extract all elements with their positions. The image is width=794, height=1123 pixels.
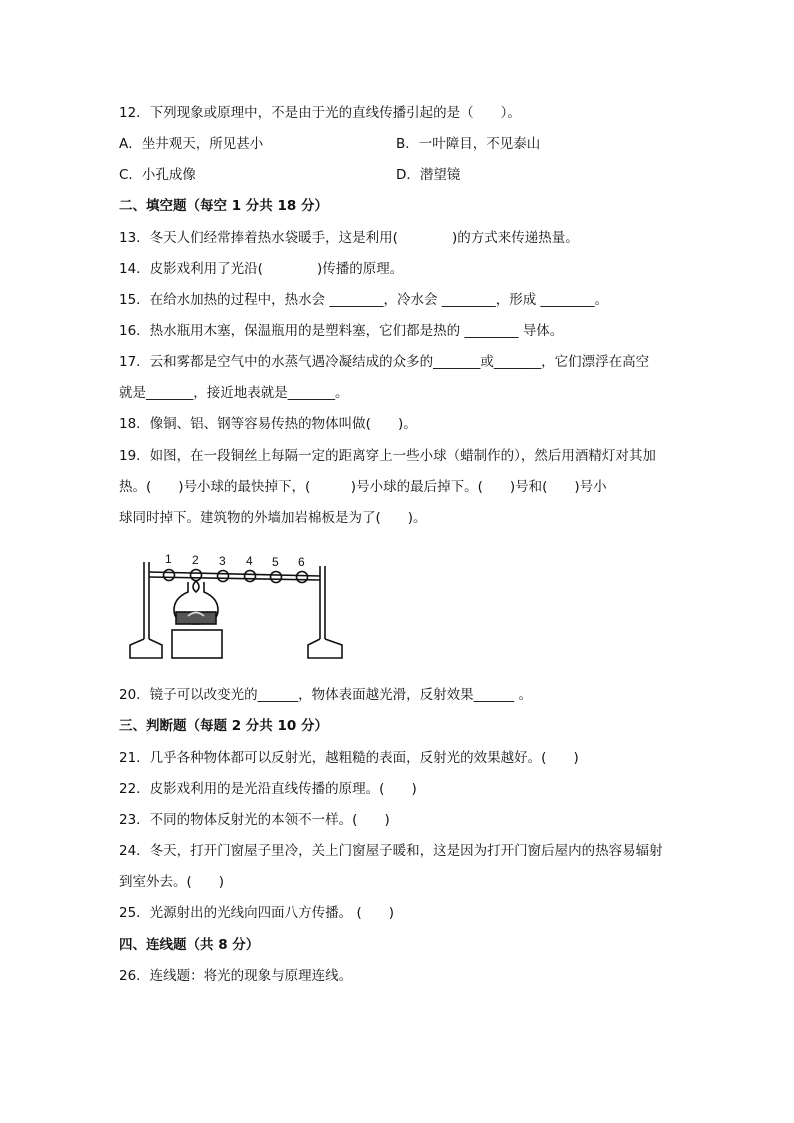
question-24-line-2: 到室外去。( ) — [119, 874, 225, 890]
section-fill-in-title: 二、填空题（每空 1 分共 18 分） — [119, 198, 328, 214]
question-19-line-3: 球同时掉下。建筑物的外墙加岩棉板是为了( )。 — [119, 510, 427, 526]
section-true-false-title: 三、判断题（每题 2 分共 10 分） — [119, 718, 328, 734]
question-23: 23．不同的物体反射光的本领不一样。( ) — [119, 812, 390, 828]
ball-label-2: 2 — [192, 553, 199, 567]
question-19-line-2: 热。( )号小球的最快掉下，( )号小球的最后掉下。( )号和( )号小 — [119, 479, 607, 495]
question-14: 14．皮影戏利用了光沿( )传播的原理。 — [119, 261, 404, 277]
wax-ball — [164, 570, 175, 581]
question-26: 26．连线题：将光的现象与原理连线。 — [119, 968, 353, 984]
q12-option-d: D．潜望镜 — [396, 167, 461, 183]
question-13: 13．冬天人们经常捧着热水袋暖手，这是利用( )的方式来传递热量。 — [119, 230, 579, 246]
question-15: 15．在给水加热的过程中，热水会 ________，冷水会 ________，形成 ________。 — [119, 292, 609, 308]
question-17-line-1: 17．云和雾都是空气中的水蒸气遇冷凝结成的众多的_______或_______，它们漂浮在高空 — [119, 354, 650, 370]
q12-option-c: C．小孔成像 — [119, 167, 196, 183]
q12-option-a: A．坐井观天，所见甚小 — [119, 136, 264, 152]
flame-icon — [193, 581, 199, 592]
section-matching-title: 四、连线题（共 8 分） — [119, 937, 260, 953]
question-17-line-2: 就是_______，接近地表就是_______。 — [119, 385, 349, 401]
wax-ball — [191, 570, 202, 581]
question-25: 25．光源射出的光线向四面八方传播。 ( ) — [119, 905, 395, 921]
question-16: 16．热水瓶用木塞，保温瓶用的是塑料塞，它们都是热的 ________ 导体。 — [119, 323, 564, 339]
wax-ball — [271, 572, 282, 583]
lamp-base-block — [172, 630, 222, 658]
wax-ball — [297, 572, 308, 583]
ball-label-4: 4 — [246, 554, 253, 568]
right-stand-base — [308, 639, 342, 658]
question-19-line-1: 19．如图，在一段铜丝上每隔一定的距离穿上一些小球（蜡制作的），然后用酒精灯对其加 — [119, 448, 656, 464]
q12-option-b: B．一叶障目，不见泰山 — [396, 136, 541, 152]
ball-label-3: 3 — [219, 554, 226, 568]
question-20: 20．镜子可以改变光的______，物体表面越光滑，反射效果______ 。 — [119, 687, 532, 703]
ball-label-1: 1 — [165, 552, 172, 566]
lamp-fuel — [176, 612, 216, 624]
copper-wire-experiment-figure — [126, 552, 346, 664]
wax-ball — [218, 571, 229, 582]
ball-label-6: 6 — [298, 555, 305, 569]
question-21: 21．几乎各种物体都可以反射光，越粗糙的表面，反射光的效果越好。( ) — [119, 750, 579, 766]
wax-ball — [245, 571, 256, 582]
question-24-line-1: 24．冬天，打开门窗屋子里冷，关上门窗屋子暖和，这是因为打开门窗后屋内的热容易辐射 — [119, 843, 663, 859]
question-12: 12．下列现象或原理中，不是由于光的直线传播引起的是（ ）。 — [119, 105, 521, 121]
question-22: 22．皮影戏利用的是光沿直线传播的原理。( ) — [119, 781, 417, 797]
left-stand-base — [130, 639, 162, 658]
question-18: 18．像铜、铝、钢等容易传热的物体叫做( )。 — [119, 416, 417, 432]
ball-label-5: 5 — [272, 555, 279, 569]
